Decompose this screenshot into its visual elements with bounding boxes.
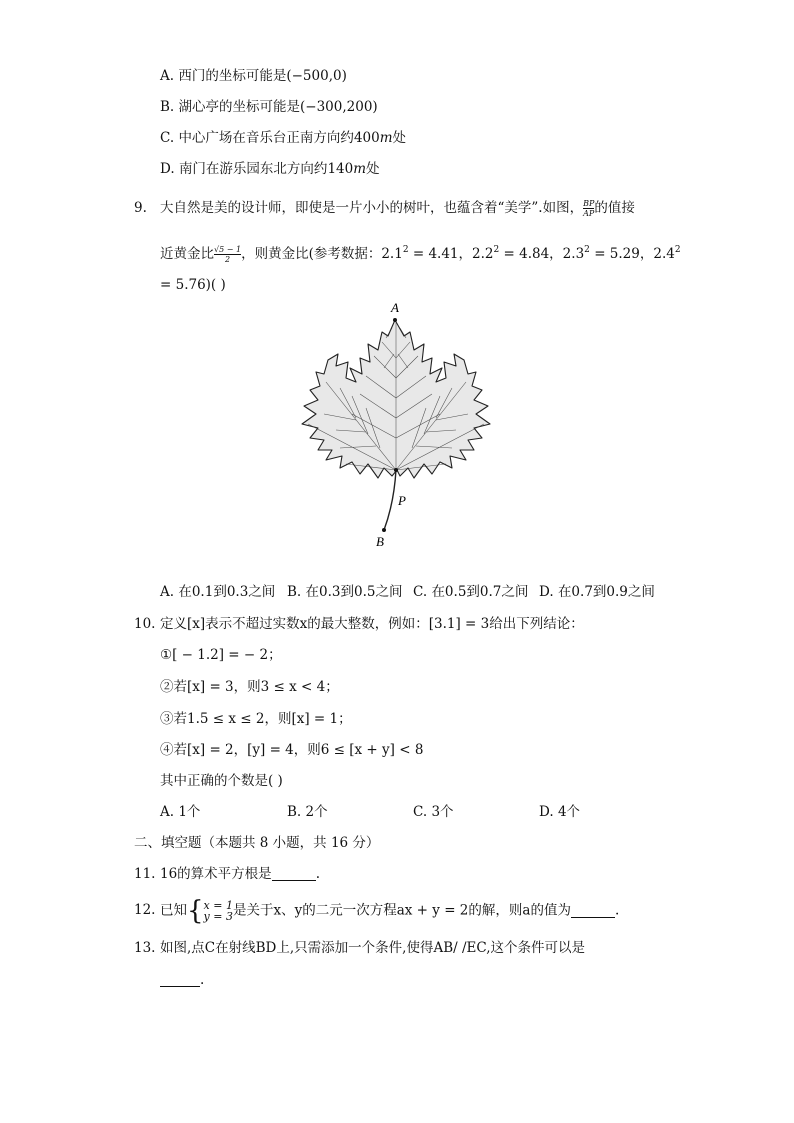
q9-data-3: = 5.29，2.4 bbox=[589, 246, 675, 262]
frac-numerator: BP bbox=[583, 199, 595, 208]
q9-stem-text-post: 的值接 bbox=[594, 200, 635, 216]
left-brace: { bbox=[187, 896, 204, 926]
q10-stem: 定义[x]表示不超过实数x的最大整数，例如：[3.1] = 3给出下列结论： bbox=[160, 616, 584, 632]
option-label: B. bbox=[287, 584, 302, 600]
q11-stem bbox=[160, 864, 320, 884]
q9-line2-text: 近黄金比 bbox=[160, 246, 214, 262]
q13-answer-line bbox=[160, 970, 204, 990]
option-label: D. bbox=[160, 161, 175, 177]
option-label: A. bbox=[160, 68, 175, 84]
option-unit: m bbox=[379, 130, 393, 146]
option-text: 南门在游乐园东北方向约 bbox=[178, 161, 328, 177]
option-label: D. bbox=[539, 584, 554, 600]
q11-text: 16的算术平方根是 bbox=[160, 866, 272, 882]
q9-option-d bbox=[539, 582, 655, 602]
q12-stem bbox=[160, 896, 620, 926]
q9-option-b bbox=[287, 582, 402, 602]
q13-stem: 如图,点C在射线BD上,只需添加一个条件,使得AB/ /EC,这个条件可以是 bbox=[160, 940, 585, 956]
q10-option-b bbox=[287, 802, 328, 822]
option-label: A. bbox=[160, 804, 175, 820]
q11-number: 11. bbox=[134, 866, 156, 882]
superscript: 2 bbox=[493, 245, 500, 255]
equation-system bbox=[187, 896, 233, 926]
frac-denominator: AP bbox=[583, 209, 595, 218]
q9-stem-line3: = 5.76)( ) bbox=[160, 277, 226, 293]
point-b-dot bbox=[382, 528, 386, 532]
q13-number: 13. bbox=[134, 940, 156, 956]
q10-option-d bbox=[539, 802, 580, 822]
section-heading: 二、填空题（本题共 8 小题，共 16 分） bbox=[134, 835, 380, 851]
option-text: 湖心亭的坐标可能是 bbox=[178, 99, 301, 115]
option-text: 2个 bbox=[305, 804, 328, 820]
q10-statement-3: ③若1.5 ≤ x ≤ 2，则[x] = 1； bbox=[160, 711, 352, 727]
point-b-label: B bbox=[376, 534, 384, 548]
option-unit: m bbox=[353, 161, 367, 177]
leaf-stem bbox=[384, 470, 396, 530]
superscript: 2 bbox=[402, 245, 409, 255]
q8-option-d bbox=[160, 159, 380, 179]
q8-option-b bbox=[160, 97, 378, 117]
point-p-dot bbox=[394, 468, 398, 472]
period: . bbox=[200, 972, 205, 988]
q10-option-c bbox=[413, 802, 454, 822]
option-label: C. bbox=[413, 584, 428, 600]
option-label: B. bbox=[160, 99, 175, 115]
option-text-post: 处 bbox=[392, 130, 407, 146]
q9-line2-post: ，则黄金比(参考数据：2.1 bbox=[241, 246, 403, 262]
q9-option-a bbox=[160, 582, 275, 602]
option-text: 4个 bbox=[557, 804, 581, 820]
q9-stem-line1 bbox=[160, 198, 635, 218]
q10-statement-2: ②若[x] = 3，则3 ≤ x < 4； bbox=[160, 679, 339, 695]
period: . bbox=[614, 902, 620, 919]
option-label: D. bbox=[539, 804, 554, 820]
q8-option-c bbox=[160, 128, 406, 148]
option-label: B. bbox=[287, 804, 302, 820]
q9-option-c bbox=[413, 582, 528, 602]
q9-stem-text: 大自然是美的设计师，即使是一片小小的树叶，也蕴含着“美学”.如图， bbox=[160, 200, 584, 216]
option-math: (−500,0) bbox=[286, 68, 347, 84]
q9-stem-line2 bbox=[160, 240, 681, 264]
q10-statement-1: ①[ − 1.2] = − 2； bbox=[160, 647, 282, 663]
frac-denominator: 2 bbox=[214, 254, 241, 264]
q8-option-a bbox=[160, 66, 347, 86]
q10-statement-4: ④若[x] = 2，[y] = 4，则6 ≤ [x + y] < 8 bbox=[160, 742, 424, 758]
q10-number: 10. bbox=[134, 616, 156, 632]
option-math: (−300,200) bbox=[300, 99, 378, 115]
option-label: C. bbox=[160, 130, 175, 146]
q12-text-post: 是关于x、y的二元一次方程ax + y = 2的解，则a的值为 bbox=[232, 902, 571, 919]
q12-text-pre: 已知 bbox=[160, 902, 187, 919]
option-text: 3个 bbox=[431, 804, 454, 820]
q10-ask: 其中正确的个数是( ) bbox=[160, 773, 283, 789]
system-row-2: y = 3 bbox=[203, 910, 233, 923]
option-text: 在0.1到0.3之间 bbox=[178, 584, 276, 600]
point-a-label: A bbox=[391, 300, 399, 315]
period: . bbox=[315, 866, 320, 882]
answer-blank[interactable] bbox=[272, 866, 316, 881]
q9-number: 9. bbox=[134, 200, 147, 216]
maple-leaf-figure bbox=[296, 298, 496, 548]
option-math: 140 bbox=[327, 161, 354, 177]
answer-blank[interactable] bbox=[160, 972, 200, 987]
point-a-dot bbox=[393, 318, 397, 322]
q9-data-1: = 4.41，2.2 bbox=[408, 246, 494, 262]
golden-ratio-fraction bbox=[214, 245, 241, 264]
point-p-label: P bbox=[398, 493, 406, 508]
superscript: 2 bbox=[584, 245, 590, 255]
frac-numerator: √5 − 1 bbox=[214, 245, 242, 254]
option-text: 在0.3到0.5之间 bbox=[305, 584, 403, 600]
q9-data-2: = 4.84，2.3 bbox=[499, 246, 585, 262]
option-text: 西门的坐标可能是 bbox=[178, 68, 287, 84]
option-text: 中心广场在音乐台正南方向约 bbox=[178, 130, 354, 146]
option-label: C. bbox=[413, 804, 428, 820]
option-text: 在0.5到0.7之间 bbox=[431, 584, 529, 600]
q9-ratio-fraction bbox=[583, 199, 594, 218]
system-row-1: x = 1 bbox=[203, 899, 233, 912]
superscript: 2 bbox=[674, 245, 681, 255]
answer-blank[interactable] bbox=[571, 903, 615, 918]
option-label: A. bbox=[160, 584, 175, 600]
option-math: 400 bbox=[353, 130, 380, 146]
option-text: 在0.7到0.9之间 bbox=[557, 584, 655, 600]
option-text-post: 处 bbox=[366, 161, 380, 177]
q10-option-a bbox=[160, 802, 200, 822]
q12-number: 12. bbox=[134, 902, 156, 918]
option-text: 1个 bbox=[178, 804, 201, 820]
